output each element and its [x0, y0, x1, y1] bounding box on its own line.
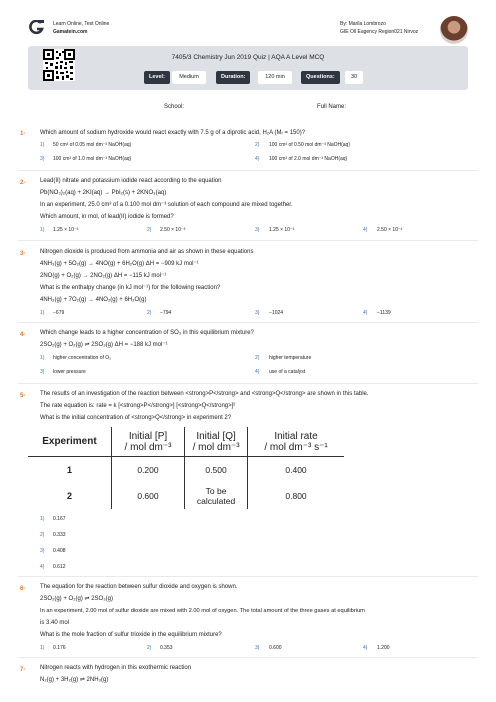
answer-option[interactable]: higher concentration of O₂	[53, 355, 112, 361]
question-text: Which amount, in mol, of lead(II) iodide is formed?	[40, 214, 174, 220]
option-number: 4)	[40, 564, 45, 570]
option-number: 4)	[363, 645, 368, 651]
table-header: Initial [P] / mol dm⁻³	[111, 427, 184, 457]
option-number: 1)	[40, 516, 45, 522]
question-text: What is the initial concentration of <strong>Q</strong> in experiment 2?	[40, 415, 232, 421]
answer-option[interactable]: 0.600	[269, 645, 282, 651]
full-name-field[interactable]: Full Name:	[317, 104, 347, 110]
option-number: 1)	[40, 645, 45, 651]
answer-option[interactable]: 2.50 × 10⁻³	[160, 227, 186, 233]
question-equation: 2NO(g) + O₂(g) → 2NO₂(g) ΔH = −115 kJ mol⁻¹	[40, 273, 167, 279]
questions-label: Questions:	[301, 71, 340, 84]
answer-option[interactable]: −1139	[377, 310, 391, 316]
option-number: 4)	[363, 227, 368, 233]
option-number: 3)	[255, 645, 260, 651]
table-row	[28, 457, 344, 484]
table-cell: 0.600	[111, 483, 184, 509]
question-equation: 4NH₃(g) + 5O₂(g) → 4NO(g) + 6H₂O(g) ΔH = −909 kJ mol⁻¹	[40, 261, 199, 267]
table-header: Experiment	[28, 427, 111, 457]
question-text: In an experiment, 2.00 mol of sulfur dioxide are mixed with 2.00 mol of oxygen. The total amount of the three gases at equilibrium	[40, 608, 365, 614]
answer-option[interactable]: 2.50 × 10⁻²	[377, 227, 403, 233]
answer-option[interactable]: 50 cm³ of 0.05 mol dm⁻³ NaOH(aq)	[53, 142, 132, 148]
table-cell: 0.400	[248, 457, 344, 484]
experiment-table	[28, 427, 344, 509]
answer-option[interactable]: 1.25 × 10⁻²	[269, 227, 295, 233]
question-text: The results of an investigation of the reaction between <strong>P</strong> and <strong>Q</strong> are shown in this table.	[40, 391, 369, 397]
answer-option[interactable]: lower pressure	[53, 369, 86, 375]
option-number: 4)	[255, 369, 260, 375]
question-text: is 3.40 mol	[40, 620, 70, 626]
table-header: Initial [Q] / mol dm⁻³	[185, 427, 248, 457]
divider	[18, 657, 478, 658]
table-cell: 2	[66, 491, 72, 501]
question-equation: 2SO₂(g) + O₂(g) ⇌ 2SO₃(g)	[40, 596, 113, 602]
option-number: 2)	[255, 142, 260, 148]
option-number: 2)	[147, 227, 152, 233]
option-number: 2)	[255, 355, 260, 361]
option-number: 3)	[40, 369, 45, 375]
question-text: The rate equation is: rate = k [<strong>P</strong>] [<strong>Q</strong>]²	[40, 403, 236, 409]
answer-option[interactable]: 0.408	[53, 548, 66, 554]
question-text: The equation for the reaction between sulfur dioxide and oxygen is shown.	[40, 584, 238, 590]
option-number: 4)	[363, 310, 368, 316]
question-number: 1-	[20, 131, 26, 137]
option-number: 2)	[147, 310, 152, 316]
question-number: 3-	[20, 251, 26, 257]
question-text: Nitrogen dioxide is produced from ammonia and air as shown in these equations	[40, 249, 254, 255]
questions-value: 30	[345, 71, 363, 84]
table-cell: 0.200	[111, 457, 184, 484]
question-text: Lead(II) nitrate and potassium iodide react according to the equation	[40, 178, 222, 184]
answer-option[interactable]: higher temperature	[269, 355, 312, 361]
divider	[18, 170, 478, 171]
answer-option[interactable]: 0.167	[53, 516, 66, 522]
table-cell: 1	[66, 465, 72, 475]
question-text: What is the mole fraction of sulfur trioxide in the equilibrium mixture?	[40, 632, 222, 638]
question-number: 5-	[20, 393, 26, 399]
question-equation: 2SO₂(g) + O₂(g) ⇌ 2SO₃(g) ΔH = −188 kJ mol⁻¹	[40, 342, 168, 348]
option-number: 1)	[40, 310, 45, 316]
answer-option[interactable]: 100 cm³ of 0.50 mol dm⁻³ NaOH(aq)	[269, 142, 350, 148]
answer-option[interactable]: −679	[53, 310, 65, 316]
question-equation: N₂(g) + 3H₂(g) ⇌ 2NH₃(g)	[40, 677, 109, 683]
answer-option[interactable]: use of a catalyst	[269, 369, 306, 375]
option-number: 2)	[147, 645, 152, 651]
table-cell: 0.800	[248, 483, 344, 509]
question-text: Which change leads to a higher concentration of SO₃ in this equilibrium mixture?	[40, 330, 254, 336]
option-number: 1)	[40, 227, 45, 233]
option-number: 3)	[255, 310, 260, 316]
question-number: 7-	[20, 667, 26, 673]
answer-option[interactable]: 1.200	[377, 645, 390, 651]
question-number: 4-	[20, 332, 26, 338]
answer-option[interactable]: 0.176	[53, 645, 66, 651]
question-text: What is the enthalpy change (in kJ mol⁻¹) for the following reaction?	[40, 285, 221, 291]
divider	[18, 240, 478, 241]
answer-option[interactable]: 100 cm³ of 2.0 mol dm⁻³ NaOH(aq)	[269, 156, 348, 162]
quiz-title: 7405/3 Chemistry Jun 2019 Quiz | AQA A Level MCQ	[171, 54, 325, 61]
brand-site: Gamatein.com	[53, 29, 88, 35]
answer-option[interactable]: 0.333	[53, 532, 66, 538]
brand-tagline: Learn Online, Test Online	[53, 21, 110, 27]
option-number: 3)	[40, 156, 45, 162]
level-label: Level:	[144, 71, 170, 84]
question-text: In an experiment, 25.0 cm³ of a 0.100 mol dm⁻³ solution of each compound are mixed together.	[40, 202, 293, 208]
table-row	[28, 483, 344, 509]
question-number: 2-	[20, 180, 26, 186]
table-cell: 0.500	[185, 457, 248, 484]
school-field[interactable]: School:	[164, 104, 185, 110]
level-value: Medium	[172, 71, 206, 84]
question-text: Which amount of sodium hydroxide would react exactly with 7.5 g of a diprotic acid, H₂A (Mᵣ = 150)?	[40, 130, 306, 136]
option-number: 3)	[40, 548, 45, 554]
divider	[18, 576, 478, 577]
answer-option[interactable]: 0.353	[160, 645, 173, 651]
option-number: 3)	[255, 227, 260, 233]
duration-value: 120 min	[258, 71, 292, 84]
avatar	[440, 16, 468, 44]
answer-option[interactable]: 1.25 × 10⁻³	[53, 227, 79, 233]
option-number: 1)	[40, 142, 45, 148]
table-header: Initial rate / mol dm⁻³ s⁻¹	[248, 427, 344, 457]
option-number: 1)	[40, 355, 45, 361]
duration-label: Duration:	[216, 71, 250, 84]
answer-option[interactable]: −794	[160, 310, 172, 316]
answer-option[interactable]: 100 cm³ of 1.0 mol dm⁻³ NaOH(aq)	[53, 156, 132, 162]
author-name: By: Marila Lombrozo	[340, 21, 386, 27]
table-cell: To be calculated	[185, 483, 248, 509]
option-number: 4)	[255, 156, 260, 162]
question-text: Nitrogen reacts with hydrogen in this exothermic reaction	[40, 665, 192, 671]
site-logo	[29, 20, 44, 35]
option-number: 2)	[40, 532, 45, 538]
divider	[18, 322, 478, 323]
answer-option[interactable]: −1024	[269, 310, 284, 316]
answer-option[interactable]: 0.612	[53, 564, 66, 570]
question-equation: Pb(NO₃)₂(aq) + 2KI(aq) → PbI₂(s) + 2KNO₃(aq)	[40, 190, 167, 196]
author-affiliation: GIE Oll Eagency Region021 Nirvoz	[340, 29, 419, 35]
question-equation: 4NH₃(g) + 7O₂(g) → 4NO₂(g) + 6H₂O(g)	[40, 297, 147, 303]
question-number: 6-	[20, 586, 26, 592]
divider	[18, 383, 478, 384]
